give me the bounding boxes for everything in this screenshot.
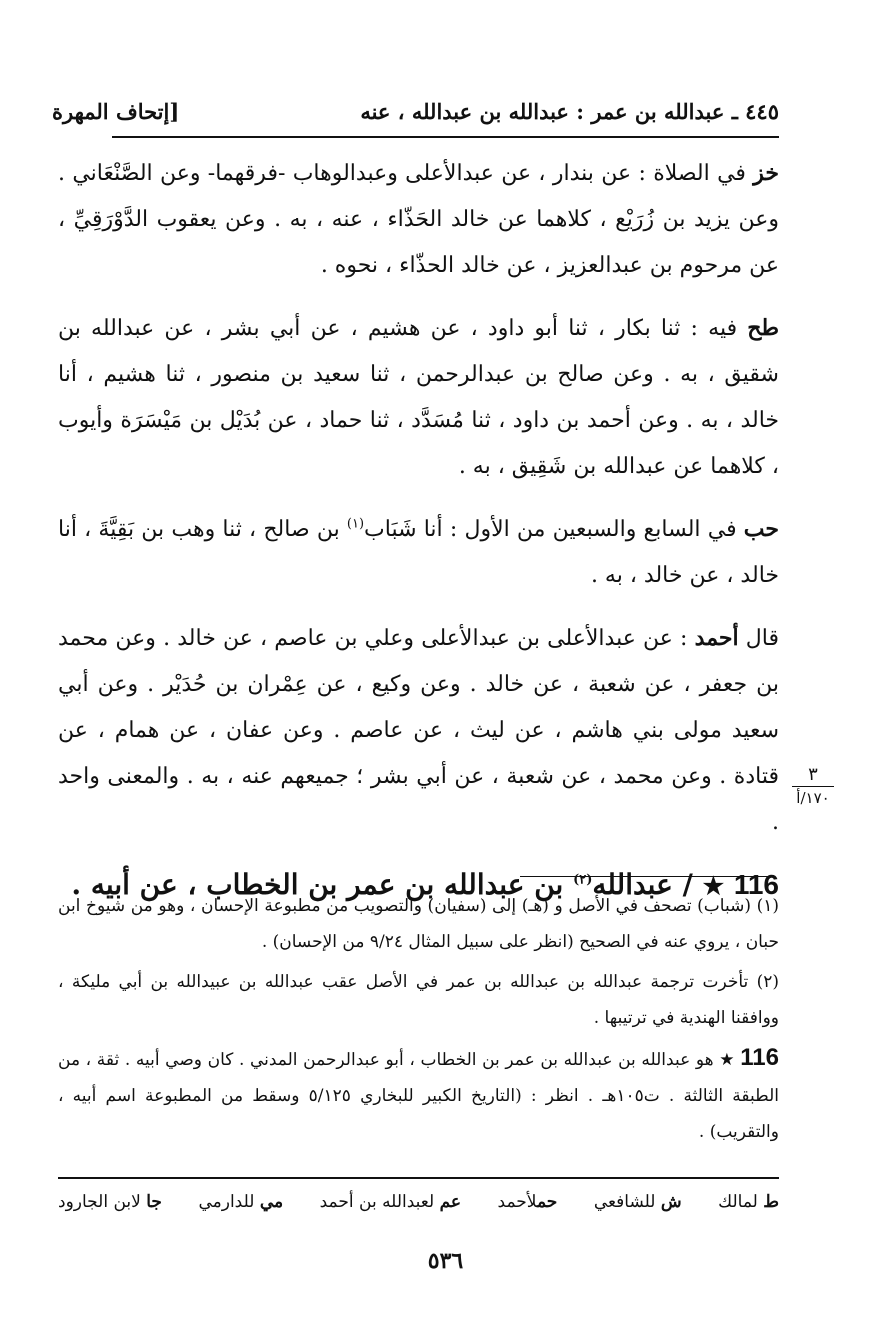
paragraph-tah: [58, 305, 779, 490]
header-book-title: [إتحاف المهرة: [52, 99, 180, 124]
abbreviation-code: ش: [660, 1192, 682, 1212]
header-rule: [112, 136, 779, 138]
paragraph-hb: [58, 506, 779, 599]
abbreviation-item: [198, 1192, 283, 1212]
abbreviation-code: ط: [763, 1192, 779, 1212]
entry-text: بن عبدالله بن عمر بن الخطاب ، عن أبيه .: [71, 868, 574, 901]
star-icon: ★: [702, 871, 725, 900]
abbreviation-code: حم: [536, 1192, 558, 1212]
source-code: خز: [753, 160, 779, 186]
abbreviation-label: للشافعي: [593, 1192, 661, 1212]
paragraph-text: فيه : ثنا بكار ، ثنا أبو داود ، عن هشيم ، عن أبي بشر ، عن عبدالله بن شقيق ، به . وعن صالح بن عبدالرحمن ، ثنا سعيد بن منصور ، ثنا هشيم ، أنا خالد ، به . وعن أحمد بن داود ، ثنا مُسَدَّد ، ثنا حماد ، عن بُدَيْل بن مَيْسَرَة وأيوب ، كلاهما عن عبدالله بن شَقِيق ، به .: [58, 316, 779, 479]
page-number: ٥٣٦: [427, 1248, 464, 1274]
main-text: [58, 150, 779, 909]
paragraph-ahmad: [58, 615, 779, 846]
paragraph-text-cont: بن صالح ، ثنا وهب بن بَقِيَّةَ ، أنا خالد ، عن خالد ، به .: [58, 517, 779, 588]
entry-number: 116: [733, 869, 779, 900]
abbreviation-code: جا: [146, 1192, 162, 1212]
slash: /: [672, 868, 703, 901]
source-code: أحمد: [694, 625, 739, 651]
abbreviation-item: [594, 1192, 682, 1212]
paragraph-intro: قال: [738, 626, 779, 651]
source-code: طح: [747, 315, 779, 341]
margin-note-divider: [792, 786, 834, 787]
abbreviation-label: لعبدالله بن أحمد: [319, 1192, 440, 1212]
abbreviation-item: [58, 1192, 162, 1212]
footnote-1: (١) (شباب) تصحف في الأصل و (هـ) إلى (سفيان) والتصويب من مطبوعة الإحسان ، وهو من شيوخ ابن حبان ، يروي عنه في الصحيح (انظر على سبيل المثال ٩/٢٤ من الإحسان) .: [58, 896, 779, 952]
footnote-rule: [520, 876, 772, 877]
paragraph-text: في السابع والسبعين من الأول : أنا شَبَاب: [364, 517, 744, 542]
abbreviation-item: [498, 1192, 558, 1212]
paragraph-text: في الصلاة : عن بندار ، عن عبدالأعلى وعبدالوهاب -فرقهما- وعن الصَّنْعَاني . وعن يزيد بن زُرَيْع ، كلاهما عن خالد الحَذّاء ، عنه ، به . وعن يعقوب الدَّوْرَقِيِّ ، عن مرحوم بن عبدالعزيز ، عن خالد الحذّاء ، نحوه .: [58, 161, 779, 278]
footnote-2: (٢) تأخرت ترجمة عبدالله بن عبدالله بن عمر في الأصل عقب عبدالله بن عبيدالله بن أبي مليكة ، ووافقنا الهندية في ترتيبها .: [58, 972, 779, 1028]
manuscript-margin-note: [788, 766, 838, 807]
running-header: [52, 88, 779, 124]
abbreviation-key: [58, 1192, 779, 1212]
entry-name: عبدالله: [592, 868, 673, 901]
abbreviation-label: لمالك: [718, 1192, 764, 1212]
star-icon: ★: [719, 1050, 735, 1070]
abbreviation-code: مي: [259, 1192, 284, 1212]
footnote-ref-2[interactable]: (٢): [573, 872, 593, 888]
source-code: حب: [743, 516, 779, 542]
abbreviation-code: عم: [439, 1192, 462, 1212]
header-title: ٤٤٥ ـ عبدالله بن عمر : عبدالله بن عبدالله ، عنه: [360, 99, 779, 124]
footnote-3: [58, 1040, 779, 1150]
abbreviation-label: للدارمي: [198, 1192, 260, 1212]
paragraph-khz: [58, 150, 779, 289]
abbreviation-item: [320, 1192, 461, 1212]
abbreviation-item: [718, 1192, 779, 1212]
abbreviation-label: لابن الجارود: [58, 1192, 147, 1212]
footnote-text: هو عبدالله بن عبدالله بن عمر بن الخطاب ، أبو عبدالرحمن المدني . كان وصي أبيه . ثقة ، من الطبقة الثالثة . ت١٠٥هـ . انظر : (التاريخ الكبير للبخاري ٥/١٢٥ وسقط من المطبوعة اسم أبيه ، والتقريب) .: [58, 1050, 779, 1142]
abbreviation-label: لأحمد: [497, 1192, 537, 1212]
footnotes: [58, 888, 779, 1154]
footnote-entry-number: 116: [740, 1044, 779, 1071]
paragraph-text: : عن عبدالأعلى بن عبدالأعلى وعلي بن عاصم ، عن خالد . وعن محمد بن جعفر ، عن شعبة ، عن خالد . وعن وكيع ، عن عِمْران بن حُدَيْر . وعن أبي سعيد مولى بني هاشم ، عن ليث ، عن عاصم . وعن عفان ، عن همام ، عن قتادة . وعن محمد ، عن شعبة ، عن أبي بشر ؛ جميعهم عنه ، به . والمعنى واحد .: [58, 626, 779, 835]
footnote-ref-1[interactable]: (١): [346, 516, 365, 532]
margin-note-volume: ٣: [808, 764, 818, 785]
margin-note-folio: ١٧٠/أ: [796, 789, 830, 807]
footer-rule: [58, 1177, 779, 1179]
